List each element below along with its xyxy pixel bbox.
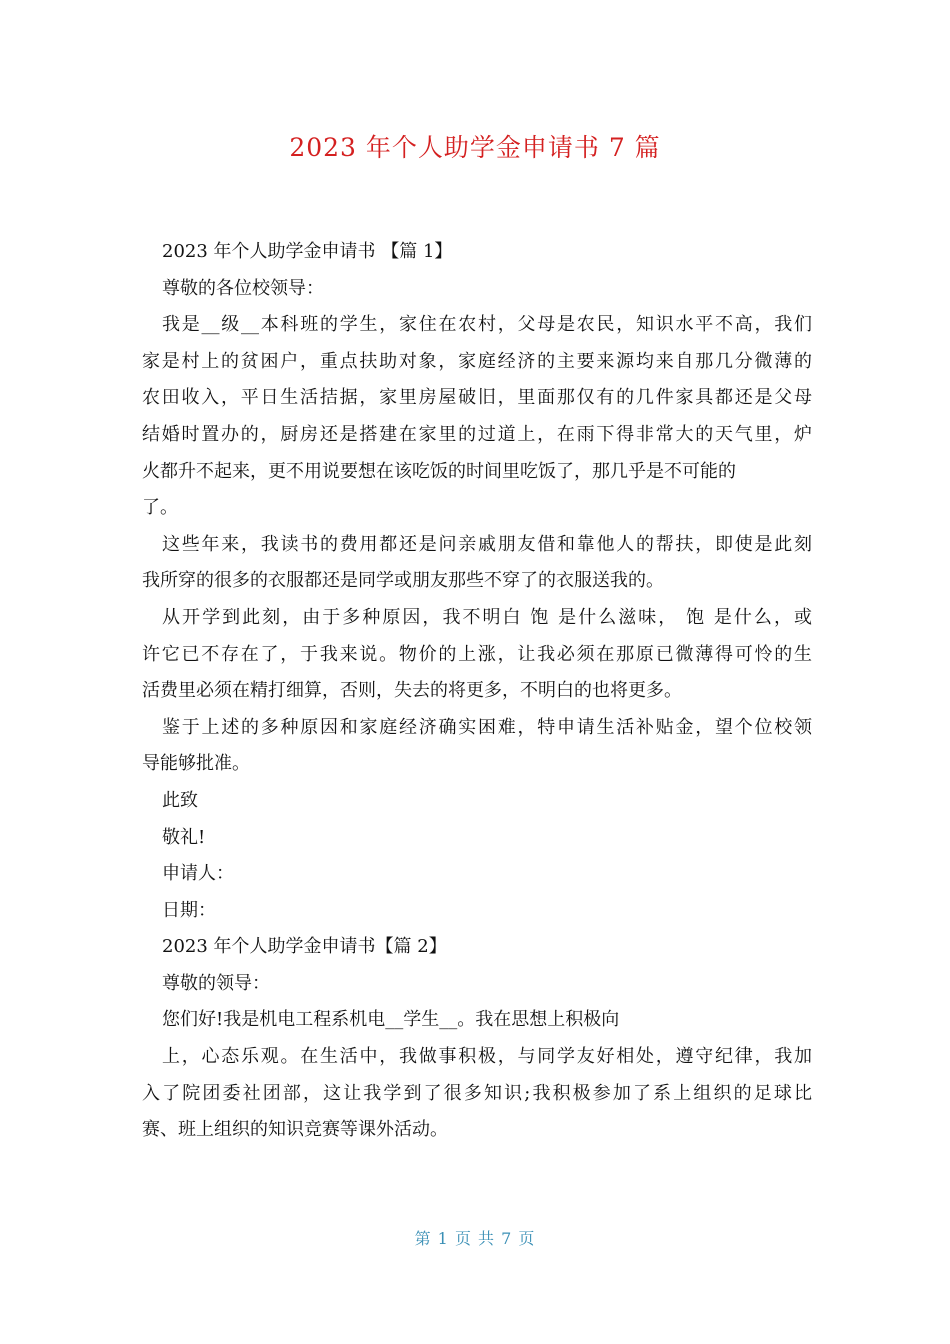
paragraph-line: 了。 [142, 497, 178, 519]
paragraph-line: 入了院团委社团部，这让我学到了很多知识;我积极参加了系上组织的足球比 [142, 1082, 812, 1104]
paragraph-line: 这些年来，我读书的费用都还是问亲戚朋友借和靠他人的帮扶，即使是此刻 [162, 533, 812, 555]
paragraph-line: 从开学到此刻，由于多种原因，我不明白 饱 是什么滋味， 饱 是什么，或 [162, 606, 812, 628]
date-line: 日期： [162, 899, 216, 921]
paragraph-line: 许它已不存在了，于我来说。物价的上涨，让我必须在那原已微薄得可怜的生 [142, 643, 812, 665]
paragraph-line: 活费里必须在精打细算，否则，失去的将更多，不明白的也将更多。 [142, 680, 682, 702]
paragraph-line: 导能够批准。 [142, 753, 250, 775]
applicant-line: 申请人： [162, 863, 234, 885]
paragraph-line: 鉴于上述的多种原因和家庭经济确实困难，特申请生活补贴金，望个位校领 [162, 716, 812, 738]
paragraph-line: 农田收入，平日生活拮据，家里房屋破旧，里面那仅有的几件家具都还是父母 [142, 387, 812, 409]
salutation: 尊敬的领导： [162, 972, 270, 994]
paragraph-line: 上，心态乐观。在生活中，我做事积极，与同学友好相处，遵守纪律，我加 [162, 1046, 812, 1068]
document-title: 2023 年个人助学金申请书 7 篇 [289, 133, 661, 162]
salutation: 尊敬的各位校领导： [162, 277, 324, 299]
paragraph-line: 您们好!我是机电工程系机电__学生__。我在思想上积极向 [162, 1009, 620, 1031]
closing-line: 此致 [162, 789, 198, 811]
closing-line: 敬礼! [162, 826, 206, 848]
document-body [142, 234, 812, 1149]
page-footer: 第 1 页 共 7 页 [414, 1229, 536, 1248]
section-heading-1: 2023 年个人助学金申请书 【篇 1】 [162, 241, 453, 262]
paragraph-line: 我所穿的很多的衣服都还是同学或朋友那些不穿了的衣服送我的。 [142, 570, 664, 592]
paragraph-line: 火都升不起来，更不用说要想在该吃饭的时间里吃饭了，那几乎是不可能的 [142, 460, 736, 482]
section-heading-2: 2023 年个人助学金申请书【篇 2】 [162, 936, 447, 958]
paragraph-line: 家是村上的贫困户，重点扶助对象，家庭经济的主要来源均来自那几分微薄的 [142, 350, 812, 372]
paragraph-line: 我是__级__本科班的学生，家住在农村，父母是农民，知识水平不高，我们 [162, 314, 812, 336]
paragraph-line: 结婚时置办的，厨房还是搭建在家里的过道上，在雨下得非常大的天气里，炉 [142, 423, 812, 445]
paragraph-line: 赛、班上组织的知识竞赛等课外活动。 [142, 1119, 448, 1141]
